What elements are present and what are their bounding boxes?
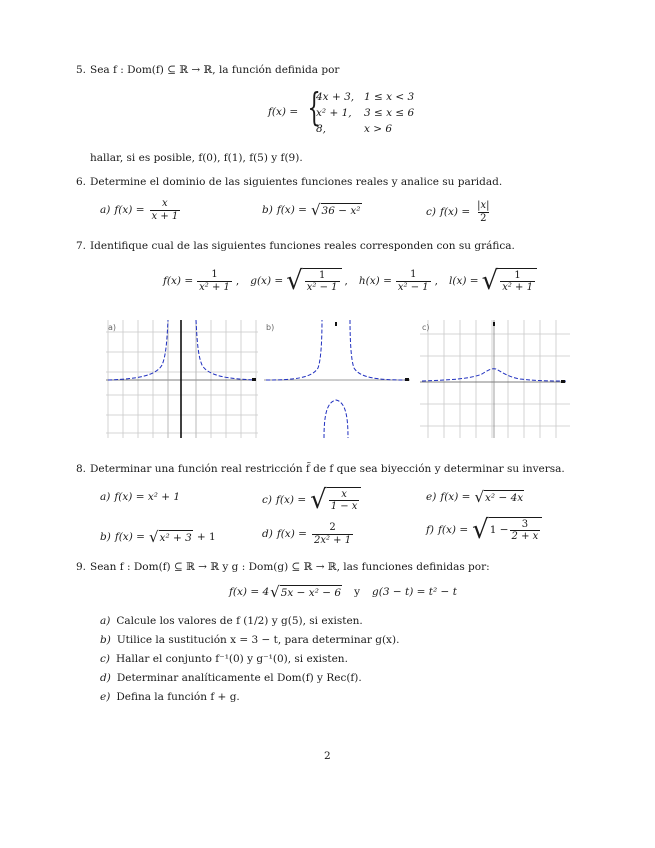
p8-d-den: 2x² + 1 xyxy=(313,534,352,546)
piecewise-brace: { xyxy=(307,85,321,129)
problem-6-intro: Determine el dominio de las siguientes funciones reales y analice su paridad. xyxy=(90,176,503,188)
graph-b-curve-right xyxy=(350,320,406,380)
p8-c-sqrt: √ $\frac{x}{1 - x}$ xyxy=(310,487,361,513)
problem-7-number: 7. xyxy=(76,240,87,252)
p8-f-sqrt: √ 1 − $\frac{3}{2 + x}$ xyxy=(472,517,542,543)
p9-definitions xyxy=(229,585,457,600)
p6-a-lhs: f(x) = xyxy=(114,203,145,216)
graph-b xyxy=(264,320,414,438)
p6-item-c xyxy=(426,200,493,224)
p8-c-label: c) xyxy=(262,493,272,506)
p6-a-label: a) xyxy=(100,203,111,216)
p7-h-den: x² − 1 xyxy=(397,281,429,293)
p8-b-tail: + 1 xyxy=(196,531,216,544)
p8-a-expr: f(x) = x² + 1 xyxy=(114,491,181,503)
p8-item-f xyxy=(426,517,542,543)
p9-f-sqrt: √ 5x − x² − 6 xyxy=(270,583,342,601)
p7-f-fraction xyxy=(197,269,232,293)
p7-l-den: x² + 1 xyxy=(502,282,533,293)
p8-e-lhs: f(x) = xyxy=(440,491,471,504)
p9-a-label: a) xyxy=(100,615,111,627)
graph-b-curve-left xyxy=(266,320,322,380)
p9-b-label: b) xyxy=(100,634,111,646)
case-1-expr: 4x + 3, xyxy=(316,91,355,103)
p8-item-a xyxy=(100,491,180,503)
p8-f-label: f) xyxy=(426,523,434,536)
p7-functions: f(x) = $\frac{1}{\text{x² + 1}}$ , g(x) = √ $\frac{1}{\text{x² − 1}}$ , h(x) = $\frac{1}{\text{x² − 1}}$ , l(x) = √ $\frac{1}{\text{x² + 1}}$ xyxy=(163,268,537,294)
p6-c-num: |x| xyxy=(477,200,490,211)
p9-item-a xyxy=(100,615,363,627)
case-3-expr: 8, xyxy=(316,123,327,135)
graph-b-label: b) xyxy=(266,323,275,332)
p7-h-num: 1 xyxy=(410,269,417,280)
p7-h-fraction xyxy=(396,269,431,293)
p7-l-sqrt: √ $\frac{1}{\text{x² + 1}}$ xyxy=(482,268,537,294)
problem-8-intro: Determinar una función real restricción f̃ de f que sea biyección y determinar su inversa. xyxy=(90,463,565,475)
p7-l-num: 1 xyxy=(514,269,521,281)
p6-c-den: 2 xyxy=(480,212,487,224)
p6-c-lhs: f(x) = xyxy=(439,205,471,218)
graph-a-label: a) xyxy=(108,323,117,332)
p6-b-sqrt: √ 36 − x² xyxy=(310,201,361,219)
p9-item-c xyxy=(100,653,348,665)
problem-9-number: 9. xyxy=(76,561,87,573)
p7-f-num: 1 xyxy=(211,269,218,280)
graph-c-grid xyxy=(420,320,570,438)
p7-g-num: 1 xyxy=(318,269,326,281)
p8-f-num: 3 xyxy=(521,518,529,530)
p9-e-text: Defina la función f + g. xyxy=(116,691,240,703)
problem-5-number: 5. xyxy=(76,64,87,76)
problem-7-intro: Identifique cual de las siguientes funciones reales corresponden con su gráfica. xyxy=(90,240,515,252)
p8-b-sqrt: √ x² + 3 xyxy=(148,528,192,546)
problem-5-intro: Sea f : Dom(f) ⊆ ℝ → ℝ, la función definida por xyxy=(90,64,340,76)
problem-8-number: 8. xyxy=(76,463,87,475)
p8-c-lhs: f(x) = xyxy=(275,493,307,506)
p9-a-text: Calcule los valores de f (1/2) y g(5), si existen. xyxy=(116,615,363,627)
p6-c-fraction xyxy=(475,200,491,224)
graph-c-label: c) xyxy=(422,323,430,332)
p8-f-lhs: f(x) = xyxy=(437,523,469,536)
p8-c-den: 1 − x xyxy=(330,501,358,512)
p8-e-sqrt: √ x² − 4x xyxy=(474,488,524,506)
p8-a-label: a) xyxy=(100,491,111,503)
p9-sep: y xyxy=(354,586,361,599)
p9-item-d xyxy=(100,672,362,684)
p9-f-radicand: 5x − x² − 6 xyxy=(280,586,342,599)
p6-item-a xyxy=(100,198,181,222)
p9-d-label: d) xyxy=(100,672,111,684)
problem-5-outro: hallar, si es posible, f(0), f(1), f(5) y f(9). xyxy=(90,152,303,164)
p7-g-sqrt: √ $\frac{1}{\text{x² − 1}}$ xyxy=(286,268,341,294)
p8-f-den: 2 + x xyxy=(511,531,539,542)
case-2-expr: x² + 1, xyxy=(316,107,352,119)
p8-e-radicand: x² − 4x xyxy=(485,491,524,504)
p6-b-radicand: 36 − x² xyxy=(321,204,361,217)
p9-item-e xyxy=(100,691,240,703)
p7-h-lhs: h(x) = xyxy=(358,274,392,287)
p7-f-den: x² + 1 xyxy=(199,281,230,293)
p8-c-num: x xyxy=(341,488,347,500)
p9-g-def: g(3 − t) = t² − t xyxy=(372,586,457,599)
p7-f-lhs: f(x) = xyxy=(163,274,194,287)
piecewise-lhs xyxy=(268,106,298,118)
p8-d-lhs: f(x) = xyxy=(276,527,307,540)
p6-c-label: c) xyxy=(426,205,436,218)
p6-a-num: x xyxy=(162,198,168,209)
p6-b-label: b) xyxy=(262,204,273,217)
p7-g-lhs: g(x) = xyxy=(250,274,284,287)
p8-d-fraction xyxy=(312,522,353,546)
p8-item-c xyxy=(262,487,361,513)
p6-a-fraction xyxy=(150,198,181,222)
p8-e-label: e) xyxy=(426,491,437,504)
piecewise-fx: f(x) = xyxy=(268,106,299,118)
p9-d-text: Determinar analíticamente el Dom(f) y Rec(f). xyxy=(116,672,362,684)
p8-d-num: 2 xyxy=(329,522,336,533)
case-1-cond: 1 ≤ x < 3 xyxy=(364,91,415,103)
case-3-cond: x > 6 xyxy=(364,123,393,135)
graph-c xyxy=(420,320,570,438)
p9-c-text: Hallar el conjunto f⁻¹(0) y g⁻¹(0), si existen. xyxy=(115,653,348,665)
p7-g-den: x² − 1 xyxy=(306,282,338,293)
graph-b-curve-middle xyxy=(324,400,348,438)
case-2-cond: 3 ≤ x ≤ 6 xyxy=(364,107,415,119)
p6-a-den: x + 1 xyxy=(151,210,179,222)
p9-f-lhs: f(x) = 4 xyxy=(229,586,270,599)
problem-9-intro: Sean f : Dom(f) ⊆ ℝ → ℝ y g : Dom(g) ⊆ ℝ → ℝ, las funciones definidas por: xyxy=(90,561,490,573)
problem-6-number: 6. xyxy=(76,176,87,188)
p9-c-label: c) xyxy=(100,653,110,665)
p6-item-b xyxy=(262,203,362,218)
p8-b-radicand: x² + 3 xyxy=(159,531,192,544)
p8-f-pre: 1 − xyxy=(489,524,509,537)
p8-item-e xyxy=(426,490,524,505)
graph-a xyxy=(106,320,258,438)
page-number: 2 xyxy=(324,750,331,762)
p8-item-d xyxy=(262,522,354,546)
p8-b-label: b) xyxy=(100,531,111,544)
p7-l-lhs: l(x) = xyxy=(449,274,479,287)
p9-item-b xyxy=(100,634,399,646)
p6-b-lhs: f(x) = xyxy=(276,204,307,217)
p9-b-text: Utilice la sustitución x = 3 − t, para determinar g(x). xyxy=(116,634,400,646)
p9-e-label: e) xyxy=(100,691,111,703)
p8-b-lhs: f(x) = xyxy=(114,531,145,544)
p8-d-label: d) xyxy=(262,527,273,540)
p8-item-b xyxy=(100,530,216,545)
